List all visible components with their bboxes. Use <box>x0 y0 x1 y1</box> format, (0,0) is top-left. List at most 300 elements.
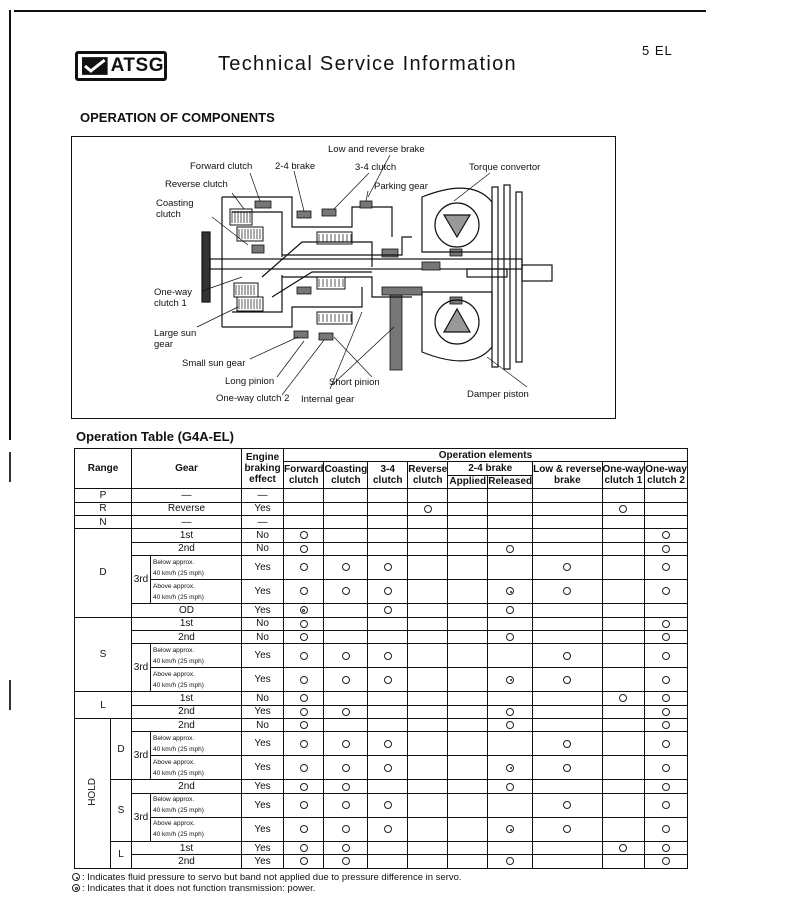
element-cell <box>645 817 688 841</box>
gear-cell: Reverse <box>132 502 242 515</box>
speed-cell: Below approx. 40 km/h (25 mph) <box>151 644 242 668</box>
operated-circle-icon <box>342 801 350 809</box>
engine-braking-cell: Yes <box>242 841 284 854</box>
element-cell <box>602 756 645 780</box>
engine-braking-cell: Yes <box>242 556 284 580</box>
range-cell: N <box>75 515 132 528</box>
label-torque-convertor: Torque convertor <box>469 162 541 173</box>
element-cell <box>368 705 408 718</box>
element-cell <box>488 855 533 868</box>
element-cell <box>284 617 324 630</box>
engine-braking-cell: Yes <box>242 668 284 692</box>
operated-circle-icon <box>300 587 308 595</box>
element-cell <box>368 756 408 780</box>
operation-table-title: Operation Table (G4A-EL) <box>76 429 234 444</box>
label-coasting-clutch: Coasting clutch <box>156 198 194 220</box>
element-cell <box>645 705 688 718</box>
element-cell <box>602 855 645 868</box>
operated-circle-icon <box>384 676 392 684</box>
element-cell <box>488 502 533 515</box>
element-cell <box>368 502 408 515</box>
element-cell <box>488 705 533 718</box>
operated-circle-icon <box>300 652 308 660</box>
hold-cell <box>75 719 111 869</box>
element-cell <box>533 780 602 793</box>
table-row <box>75 841 688 854</box>
element-cell <box>368 841 408 854</box>
element-cell <box>448 604 488 617</box>
operated-circle-icon <box>506 783 514 791</box>
operated-circle-icon <box>384 801 392 809</box>
speed-cell: Above approx. 40 km/h (25 mph) <box>151 668 242 692</box>
element-cell <box>368 630 408 643</box>
page-title: Technical Service Information <box>218 53 517 75</box>
element-cell <box>488 580 533 604</box>
operated-circle-icon <box>424 505 432 513</box>
gear-cell: 2nd <box>132 630 242 643</box>
element-cell <box>488 841 533 854</box>
element-cell <box>324 855 368 868</box>
element-cell <box>533 617 602 630</box>
element-cell <box>488 756 533 780</box>
header-one-way-clutch-1: One-way clutch 1 <box>602 462 645 489</box>
operated-circle-icon <box>300 721 308 729</box>
gear-cell: 1st <box>132 692 242 705</box>
header-low-reverse-brake: Low & reverse brake <box>533 462 602 489</box>
header-range: Range <box>75 449 132 489</box>
operated-circle-icon <box>384 652 392 660</box>
element-cell <box>533 817 602 841</box>
element-cell <box>408 732 448 756</box>
element-cell <box>602 604 645 617</box>
element-cell <box>488 542 533 555</box>
element-cell <box>324 630 368 643</box>
label-internal-gear: Internal gear <box>301 394 355 405</box>
element-cell <box>324 841 368 854</box>
element-cell <box>448 705 488 718</box>
element-cell <box>488 630 533 643</box>
engine-braking-cell: — <box>242 515 284 528</box>
operated-circle-icon <box>563 676 571 684</box>
left-margin-rule <box>9 10 11 440</box>
operated-circle-icon <box>506 606 514 614</box>
operated-circle-icon <box>662 545 670 553</box>
header-2-4-brake: 2-4 brake <box>448 462 533 475</box>
element-cell <box>533 719 602 732</box>
table-row <box>75 489 688 502</box>
no-power-symbol-icon <box>300 606 308 614</box>
element-cell <box>324 542 368 555</box>
element-cell <box>284 668 324 692</box>
table-row <box>75 855 688 868</box>
table-row <box>75 719 688 732</box>
operated-circle-icon <box>506 545 514 553</box>
table-row <box>75 732 688 756</box>
label-small-sun-gear: Small sun gear <box>182 358 246 369</box>
element-cell <box>533 668 602 692</box>
footnote-2 <box>72 883 315 894</box>
gear-cell: 2nd <box>132 855 242 868</box>
element-cell <box>533 604 602 617</box>
element-cell <box>408 841 448 854</box>
no-power-symbol-icon <box>72 884 80 892</box>
operated-circle-icon <box>384 563 392 571</box>
element-cell <box>533 841 602 854</box>
element-cell <box>408 617 448 630</box>
operated-circle-icon <box>384 587 392 595</box>
element-cell <box>488 692 533 705</box>
element-cell <box>602 556 645 580</box>
element-cell <box>645 855 688 868</box>
element-cell <box>488 817 533 841</box>
operated-circle-icon <box>662 694 670 702</box>
header-released: Released <box>488 476 533 488</box>
servo-pressure-symbol-icon <box>506 676 514 684</box>
table-row <box>75 617 688 630</box>
element-cell <box>645 542 688 555</box>
range-cell: L <box>75 692 132 719</box>
label-short-pinion: Short pinion <box>329 377 380 388</box>
engine-braking-cell: Yes <box>242 732 284 756</box>
element-cell <box>448 719 488 732</box>
range-cell: R <box>75 502 132 515</box>
label-2-4-brake: 2-4 brake <box>275 161 316 172</box>
element-cell <box>368 542 408 555</box>
element-cell <box>488 719 533 732</box>
speed-cell: Below approx. 40 km/h (25 mph) <box>151 556 242 580</box>
header-gear: Gear <box>132 449 242 489</box>
engine-braking-cell: Yes <box>242 705 284 718</box>
element-cell <box>448 644 488 668</box>
element-cell <box>284 515 324 528</box>
operation-table <box>74 448 688 869</box>
element-cell <box>533 489 602 502</box>
element-cell <box>645 692 688 705</box>
operated-circle-icon <box>662 708 670 716</box>
operated-circle-icon <box>342 825 350 833</box>
third-cell: 3rd <box>132 732 151 780</box>
gear-cell: — <box>132 489 242 502</box>
engine-braking-cell: Yes <box>242 644 284 668</box>
element-cell <box>602 529 645 542</box>
operated-circle-icon <box>563 563 571 571</box>
element-cell <box>324 756 368 780</box>
footnote-1 <box>72 872 462 883</box>
operated-circle-icon <box>662 764 670 772</box>
speed-cell: Below approx. 40 km/h (25 mph) <box>151 793 242 817</box>
element-cell <box>602 719 645 732</box>
header-operation-elements: Operation elements <box>284 449 688 462</box>
element-cell <box>645 604 688 617</box>
header-forward-clutch: Forward clutch <box>284 462 324 489</box>
element-cell <box>448 529 488 542</box>
operated-circle-icon <box>662 676 670 684</box>
footnote-1-text: : Indicates fluid pressure to servo but band not applied due to pressure difference in servo. <box>82 872 462 883</box>
label-parking-gear: Parking gear <box>374 181 428 192</box>
element-cell <box>488 780 533 793</box>
element-cell <box>324 817 368 841</box>
operated-circle-icon <box>384 764 392 772</box>
label-damper-piston: Damper piston <box>467 389 529 400</box>
footnote-2-text: : Indicates that it does not function transmission: power. <box>82 883 316 894</box>
operated-circle-icon <box>619 844 627 852</box>
element-cell <box>408 515 448 528</box>
table-row <box>75 644 688 668</box>
element-cell <box>448 556 488 580</box>
element-cell <box>368 732 408 756</box>
operated-circle-icon <box>300 801 308 809</box>
operation-table-body <box>75 489 688 868</box>
element-cell <box>533 692 602 705</box>
element-cell <box>448 841 488 854</box>
table-row <box>75 780 688 793</box>
element-cell <box>488 529 533 542</box>
operated-circle-icon <box>342 587 350 595</box>
speed-cell: Below approx. 40 km/h (25 mph) <box>151 732 242 756</box>
element-cell <box>368 580 408 604</box>
element-cell <box>488 644 533 668</box>
operated-circle-icon <box>563 587 571 595</box>
element-cell <box>324 489 368 502</box>
element-cell <box>408 529 448 542</box>
element-cell <box>533 502 602 515</box>
element-cell <box>408 780 448 793</box>
range-cell: D <box>111 719 132 780</box>
element-cell <box>602 502 645 515</box>
table-row <box>75 556 688 580</box>
element-cell <box>448 515 488 528</box>
element-cell <box>368 692 408 705</box>
element-cell <box>602 542 645 555</box>
element-cell <box>408 668 448 692</box>
operated-circle-icon <box>300 764 308 772</box>
operated-circle-icon <box>662 740 670 748</box>
operated-circle-icon <box>300 633 308 641</box>
element-cell <box>488 489 533 502</box>
element-cell <box>408 580 448 604</box>
gear-cell: OD <box>132 604 242 617</box>
element-cell <box>602 780 645 793</box>
servo-pressure-symbol-icon <box>72 873 80 881</box>
engine-braking-cell: Yes <box>242 604 284 617</box>
range-cell: S <box>111 780 132 841</box>
check-swoosh-icon <box>82 57 108 75</box>
operated-circle-icon <box>662 531 670 539</box>
table-row <box>75 529 688 542</box>
element-cell <box>368 793 408 817</box>
element-cell <box>602 705 645 718</box>
operated-circle-icon <box>506 721 514 729</box>
element-cell <box>602 644 645 668</box>
element-cell <box>448 617 488 630</box>
table-row <box>75 756 688 780</box>
element-cell <box>368 617 408 630</box>
operated-circle-icon <box>662 587 670 595</box>
operated-circle-icon <box>300 531 308 539</box>
element-cell <box>408 502 448 515</box>
element-cell <box>324 580 368 604</box>
atsg-logo <box>75 51 167 81</box>
element-cell <box>284 817 324 841</box>
element-cell <box>448 756 488 780</box>
element-cell <box>368 529 408 542</box>
element-cell <box>324 502 368 515</box>
element-cell <box>324 780 368 793</box>
operated-circle-icon <box>342 783 350 791</box>
element-cell <box>284 719 324 732</box>
element-cell <box>408 793 448 817</box>
speed-cell: Above approx. 40 km/h (25 mph) <box>151 580 242 604</box>
element-cell <box>488 668 533 692</box>
label-low-reverse-brake: Low and reverse brake <box>328 144 425 155</box>
operated-circle-icon <box>662 844 670 852</box>
element-cell <box>533 756 602 780</box>
engine-braking-cell: No <box>242 542 284 555</box>
element-cell <box>533 705 602 718</box>
element-cell <box>448 502 488 515</box>
element-cell <box>368 515 408 528</box>
servo-pressure-symbol-icon <box>506 764 514 772</box>
operated-circle-icon <box>662 652 670 660</box>
element-cell <box>533 580 602 604</box>
section-heading: OPERATION OF COMPONENTS <box>80 110 275 125</box>
operated-circle-icon <box>563 801 571 809</box>
operated-circle-icon <box>300 857 308 865</box>
gear-cell: 2nd <box>132 719 242 732</box>
operated-circle-icon <box>563 825 571 833</box>
element-cell <box>324 529 368 542</box>
margin-mark <box>9 680 11 710</box>
label-forward-clutch: Forward clutch <box>190 161 253 172</box>
range-cell: L <box>111 841 132 868</box>
operated-circle-icon <box>300 740 308 748</box>
engine-braking-cell: Yes <box>242 780 284 793</box>
element-cell <box>408 630 448 643</box>
label-3-4-clutch: 3-4 clutch <box>355 162 397 173</box>
element-cell <box>448 668 488 692</box>
label-reverse-clutch: Reverse clutch <box>165 179 228 190</box>
header-reverse-clutch: Reverse clutch <box>408 462 448 489</box>
element-cell <box>645 719 688 732</box>
label-large-sun-gear: Large sun gear <box>154 328 197 350</box>
element-cell <box>324 793 368 817</box>
element-cell <box>324 732 368 756</box>
top-rule <box>14 10 706 12</box>
element-cell <box>533 732 602 756</box>
element-cell <box>645 617 688 630</box>
element-cell <box>602 668 645 692</box>
engine-braking-cell: Yes <box>242 756 284 780</box>
element-cell <box>533 515 602 528</box>
element-cell <box>284 529 324 542</box>
table-row <box>75 515 688 528</box>
element-cell <box>448 793 488 817</box>
element-cell <box>602 617 645 630</box>
element-cell <box>602 580 645 604</box>
element-cell <box>368 489 408 502</box>
operated-circle-icon <box>300 783 308 791</box>
operated-circle-icon <box>342 563 350 571</box>
table-row <box>75 542 688 555</box>
third-cell: 3rd <box>132 793 151 841</box>
gear-cell: 1st <box>132 617 242 630</box>
element-cell <box>324 604 368 617</box>
gear-cell: — <box>132 515 242 528</box>
operated-circle-icon <box>342 652 350 660</box>
range-cell: S <box>75 617 132 692</box>
element-cell <box>488 604 533 617</box>
gear-cell: 2nd <box>132 780 242 793</box>
table-row <box>75 630 688 643</box>
element-cell <box>408 855 448 868</box>
element-cell <box>645 580 688 604</box>
range-cell: D <box>75 529 132 617</box>
header-coasting-clutch: Coasting clutch <box>324 462 368 489</box>
operated-circle-icon <box>662 633 670 641</box>
element-cell <box>368 604 408 617</box>
element-cell <box>324 668 368 692</box>
label-long-pinion: Long pinion <box>225 376 275 387</box>
operated-circle-icon <box>662 825 670 833</box>
element-cell <box>408 542 448 555</box>
element-cell <box>533 793 602 817</box>
element-cell <box>645 529 688 542</box>
engine-braking-cell: Yes <box>242 793 284 817</box>
element-cell <box>645 780 688 793</box>
element-cell <box>645 630 688 643</box>
element-cell <box>284 732 324 756</box>
operated-circle-icon <box>342 844 350 852</box>
element-cell <box>368 668 408 692</box>
operated-circle-icon <box>342 740 350 748</box>
engine-braking-cell: No <box>242 529 284 542</box>
element-cell <box>448 732 488 756</box>
label-one-way-clutch-2: One-way clutch 2 <box>216 393 290 404</box>
operated-circle-icon <box>300 563 308 571</box>
element-cell <box>645 515 688 528</box>
element-cell <box>408 644 448 668</box>
operated-circle-icon <box>300 825 308 833</box>
element-cell <box>408 692 448 705</box>
element-cell <box>645 756 688 780</box>
operated-circle-icon <box>506 857 514 865</box>
element-cell <box>602 489 645 502</box>
third-cell: 3rd <box>132 556 151 604</box>
element-cell <box>533 855 602 868</box>
operated-circle-icon <box>563 740 571 748</box>
operated-circle-icon <box>563 652 571 660</box>
table-row <box>75 817 688 841</box>
operated-circle-icon <box>662 857 670 865</box>
element-cell <box>645 732 688 756</box>
element-cell <box>284 644 324 668</box>
header-engine-braking: Engine braking effect <box>242 449 284 489</box>
engine-braking-cell: Yes <box>242 502 284 515</box>
element-cell <box>645 668 688 692</box>
operated-circle-icon <box>300 545 308 553</box>
element-cell <box>284 489 324 502</box>
element-cell <box>645 556 688 580</box>
servo-pressure-symbol-icon <box>506 825 514 833</box>
engine-braking-cell: No <box>242 719 284 732</box>
element-cell <box>368 556 408 580</box>
operated-circle-icon <box>300 676 308 684</box>
element-cell <box>602 841 645 854</box>
third-cell: 3rd <box>132 644 151 692</box>
element-cell <box>602 732 645 756</box>
engine-braking-cell: No <box>242 630 284 643</box>
element-cell <box>324 692 368 705</box>
